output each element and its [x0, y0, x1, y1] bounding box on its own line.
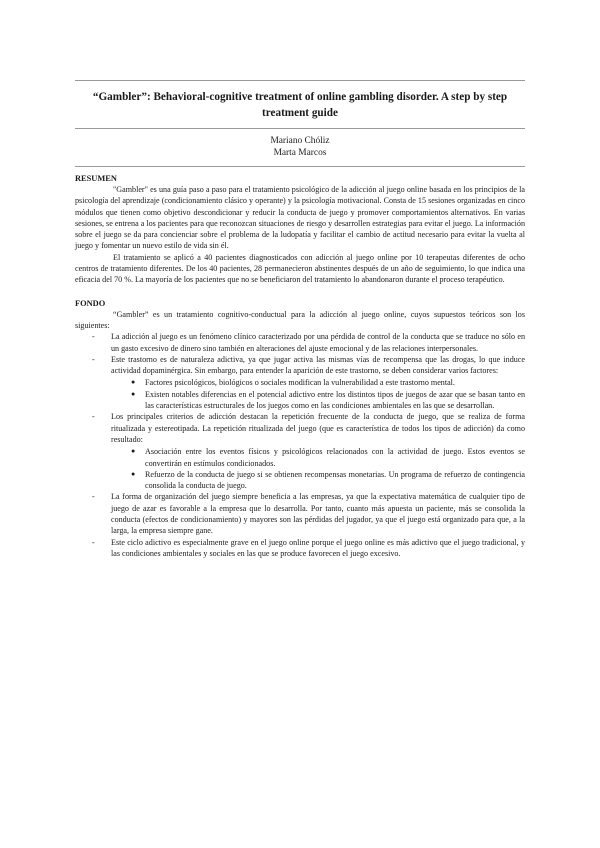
- list-item-text: La adicción al juego es un fenómeno clínico caracterizado por una pérdida de control de la conducta que se traduce no sólo en un gasto excesivo de dinero sino también en alteraciones del ajuste emocional y de las relaciones interpersonales.: [111, 332, 525, 353]
- dash-marker: -: [92, 332, 95, 342]
- list-item-text: Este trastorno es de naturaleza adictiva, ya que jugar activa las mismas vías de recompensa que las drogas, lo que induce actividad dopaminérgica. Sin embargo, para entender la aparición de este trastorno, se deben considerar varios factores:: [111, 354, 525, 376]
- bullet-icon: ●: [131, 389, 136, 398]
- sub-list-item: [111, 377, 525, 388]
- list-item: [75, 491, 525, 536]
- list-item-text: La forma de organización del juego siempre beneficia a las empresas, ya que la expectativa matemática de cualquier tipo de juego de azar es favorable a la empresa que lo desarrolla. Por tanto, cuanto más apuesta un paciente, más se consolida la conducta (efectos de condicionamiento) y mayores son las pérdidas del jugador, ya que el juego está organizado para que, a la larga, la empresa siempre gane.: [111, 492, 525, 536]
- sub-list-item-text: Existen notables diferencias en el potencial adictivo entre los distintos tipos de juegos de azar que se basan tanto en las características estructurales de los juegos como en las condiciones ambientales en las que se desarrollan.: [145, 389, 525, 411]
- dash-marker: -: [92, 412, 95, 422]
- abstract-paragraph: El tratamiento se aplicó a 40 pacientes diagnosticados con adicción al juego online por 10 terapeutas diferentes de ocho centros de tratamiento diferentes. De los 40 pacientes, 28 permanecieron abstinentes después de un año de seguimiento, lo que indica una eficacia del 70 %. La mayoría de los pacientes que no se beneficiaron del tratamiento lo abandonaron durante el proceso terapéutico.: [75, 252, 525, 285]
- bullet-icon: ●: [131, 469, 136, 478]
- assumption-list: [75, 331, 525, 559]
- bullet-icon: ●: [131, 378, 136, 387]
- sub-list-item-text: Refuerzo de la conducta de juego si se obtienen recompensas monetarias. Un programa de refuerzo de contingencia consolida la conducta de juego.: [145, 469, 525, 491]
- sub-list: [111, 377, 525, 411]
- section-heading-resumen: RESUMEN: [75, 174, 117, 183]
- list-item: [75, 411, 525, 491]
- sub-list-item: [111, 469, 525, 492]
- list-item: [75, 354, 525, 411]
- title-rule: [75, 128, 525, 129]
- author-block: [75, 136, 525, 159]
- sub-list-item: [111, 389, 525, 412]
- sub-list-item: [111, 446, 525, 469]
- dash-marker: -: [92, 492, 95, 502]
- list-item: [75, 537, 525, 560]
- section-heading-fondo: FONDO: [75, 298, 106, 308]
- paper-title: “Gambler”: Behavioral-cognitive treatment of online gambling disorder. A step by step treatment guide: [92, 91, 508, 119]
- document-page: [75, 80, 525, 559]
- sub-list-item-text: Factores psicológicos, biológicos o sociales modifican la vulnerabilidad a este trastorno mental.: [145, 378, 455, 388]
- abstract-paragraph: "Gambler" es una guía paso a paso para el tratamiento psicológico de la adicción al juego online basada en los principios de la psicología del aprendizaje (condicionamiento clásico y operante) y la psicología motivacional. Consta de 15 sesiones organizadas en cinco módulos que tienen como objetivo descondicionar y reducir la conducta de juego y promover comportamientos alternativos. En varias sesiones, se entrena a los pacientes para que reconozcan situaciones de riesgo y desarrollen estrategias para evitar el juego. La información sobre el juego se da para concienciar sobre el problema de la ludopatía y facilitar el cambio de actitud necesario para evitar la vuelta al juego y fomentar un nuevo estilo de vida sin él.: [75, 185, 525, 251]
- body-paragraph: “Gambler” es un tratamiento cognitivo-conductual para la adicción al juego online, cuyos supuestos teóricos son los siguientes:: [75, 309, 525, 330]
- sub-list-item-text: Asociación entre los eventos físicos y psicológicos relacionados con la actividad de juego. Estos eventos se convertirán en estímulos condicionados.: [145, 447, 525, 468]
- author-name: Marta Marcos: [273, 147, 327, 158]
- dash-marker: -: [92, 537, 95, 547]
- top-rule: [75, 80, 525, 81]
- list-item-text: Los principales criterios de adicción destacan la repetición frecuente de la conducta de juego, que se realiza de forma ritualizada y estereotipada. La repetición ritualizada del juego (que es característica de todos los tipos de adicción) da como resultado:: [111, 412, 525, 444]
- sub-list: [111, 446, 525, 491]
- list-item-text: Este ciclo adictivo es especialmente grave en el juego online porque el juego online es más adictivo que el juego tradicional, y las condiciones ambientales y sociales en las que se produce favorecen el juego excesivo.: [111, 537, 525, 558]
- bullet-icon: ●: [131, 447, 136, 456]
- dash-marker: -: [92, 354, 95, 364]
- author-name: Mariano Chóliz: [270, 136, 330, 146]
- list-item: [75, 331, 525, 354]
